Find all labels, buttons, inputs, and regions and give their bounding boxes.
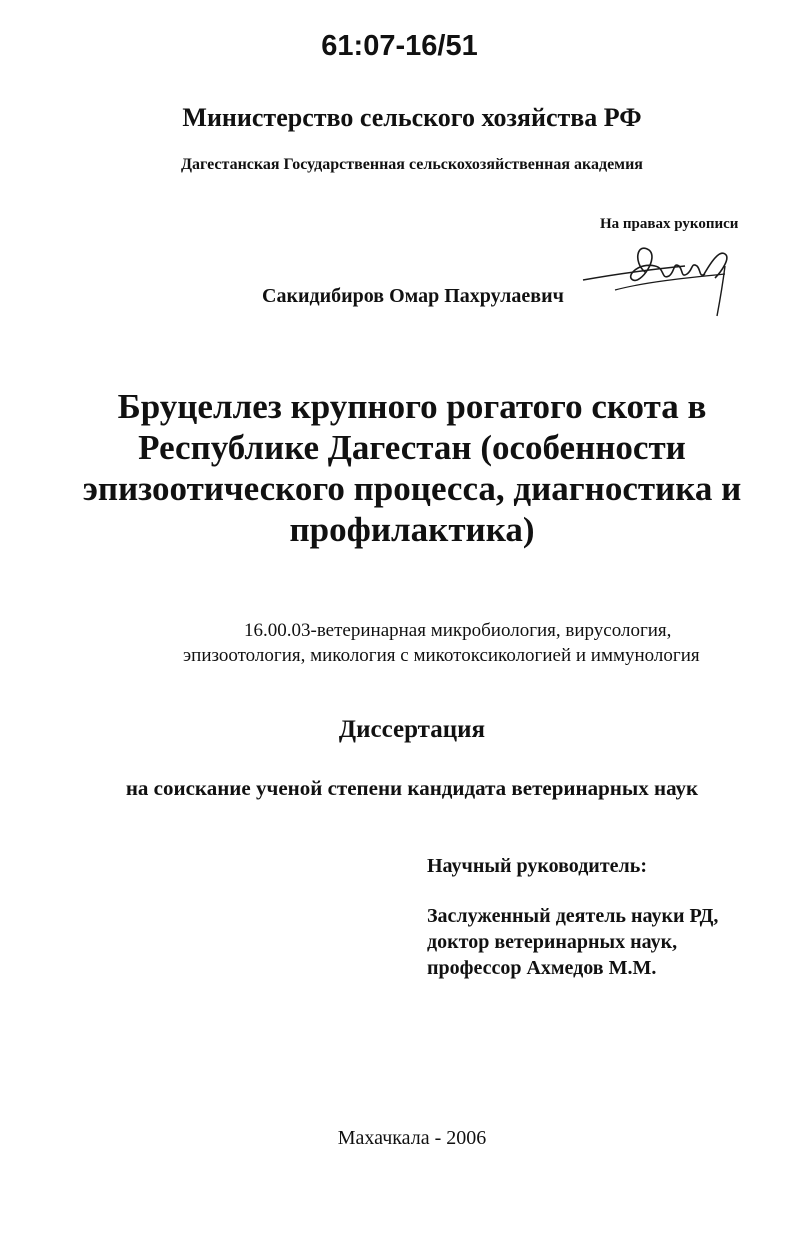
- supervisor-title-2: доктор ветеринарных наук,: [427, 931, 678, 953]
- title-line: эпизоотического процесса, диагностика и: [82, 469, 742, 508]
- degree-statement: на соискание ученой степени кандидата ветеринарных наук: [125, 776, 699, 800]
- manuscript-rights-note: На правах рукописи: [600, 216, 739, 232]
- title-line: профилактика): [289, 510, 535, 549]
- title-line: Бруцеллез крупного рогатого скота в: [117, 387, 707, 426]
- supervisor-heading: Научный руководитель:: [427, 855, 647, 877]
- ministry-name: Министерство сельского хозяйства РФ: [182, 103, 642, 132]
- supervisor-title-1: Заслуженный деятель науки РД,: [427, 905, 719, 927]
- archive-code: 61:07-16/51: [321, 30, 478, 62]
- specialty-line-2: эпизоотология, микология с микотоксикологией и иммунология: [183, 645, 700, 666]
- dissertation-title: [0, 386, 799, 550]
- signature-icon: [575, 232, 745, 322]
- academy-name: Дагестанская Государственная сельскохозяйственная академия: [181, 156, 643, 173]
- supervisor-name: профессор Ахмедов М.М.: [427, 957, 657, 979]
- title-line: Республике Дагестан (особенности: [138, 428, 686, 467]
- document-type: Диссертация: [338, 716, 486, 743]
- author-name: Сакидибиров Омар Пахрулаевич: [262, 285, 564, 307]
- specialty-line-1: 16.00.03-ветеринарная микробиология, вирусология,: [244, 620, 672, 641]
- place-and-year: Махачкала - 2006: [337, 1127, 487, 1149]
